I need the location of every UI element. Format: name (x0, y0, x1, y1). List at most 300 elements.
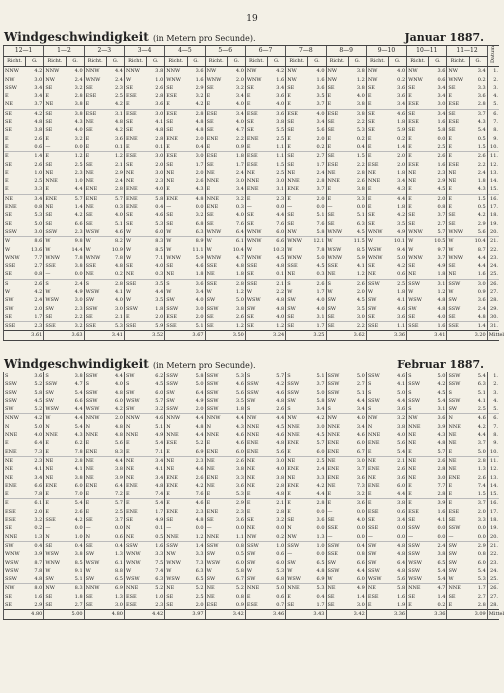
table-row (4, 254, 500, 262)
wind-speed: 0.2 (477, 76, 486, 83)
direction-header: Richt. (165, 56, 187, 67)
wind-speed: 4.4 (477, 254, 486, 261)
wind-direction: NE (44, 474, 66, 482)
table-row (4, 92, 500, 100)
wind-speed: 4.2 (477, 423, 486, 430)
wind-speed: 4.0 (235, 212, 244, 219)
wind-speed: 4.8 (155, 482, 164, 489)
wind-direction: SW (407, 305, 429, 313)
wind-direction: NE (286, 169, 308, 177)
wind-direction: SW (447, 550, 469, 558)
wind-speed: 5.7 (106, 194, 124, 203)
wind-direction: SE (245, 270, 267, 279)
wind-speed: 3.0 (469, 279, 487, 288)
wind-speed: 3.4 (34, 84, 43, 91)
wind-speed: 1.7 (316, 161, 325, 168)
mean-value: 3.67 (187, 331, 205, 340)
wind-speed: 6.3 (155, 576, 164, 583)
wind-speed: 3.3 (348, 194, 366, 203)
wind-direction: NE (245, 169, 267, 177)
wind-speed: 2.6 (308, 279, 326, 288)
wind-speed: 4.8 (195, 119, 204, 126)
wind-direction: NNW (124, 67, 146, 76)
wind-speed: 6.0 (235, 559, 244, 566)
wind-direction: SE (205, 161, 227, 169)
wind-speed: 4.4 (187, 414, 205, 423)
wind-direction: W (245, 246, 267, 254)
hour-group-header: 1—2 (44, 46, 84, 57)
wind-speed: 9.4 (397, 246, 406, 253)
wind-speed: 0.0 (477, 533, 486, 540)
wind-speed: 6.0 (155, 389, 164, 396)
wind-speed: 11.1 (192, 246, 204, 253)
wind-direction: NE (205, 169, 227, 177)
mean-spacer (366, 331, 388, 340)
wind-direction: SW (326, 296, 348, 304)
wind-speed: 3.8 (356, 84, 365, 91)
wind-speed: 2.4 (235, 169, 244, 176)
wind-direction: SE (407, 593, 429, 601)
wind-speed: 3.4 (437, 93, 446, 100)
wind-speed: 4.1 (114, 288, 123, 295)
wind-direction: NNE (245, 177, 267, 185)
wind-speed: 2.0 (195, 135, 204, 142)
wind-speed: 4.6 (389, 109, 407, 118)
wind-speed: 5.6 (276, 448, 285, 455)
wind-speed: 1.2 (356, 271, 365, 278)
wind-direction: SW (366, 559, 388, 567)
wind-direction: E (44, 439, 66, 447)
wind-speed: 3.6 (477, 93, 486, 100)
wind-speed: 2.8 (74, 93, 83, 100)
wind-speed: 2.3 (437, 169, 446, 176)
wind-speed: 2.2 (276, 288, 285, 295)
wind-speed: 5.6 (316, 127, 325, 134)
wind-direction: NE (165, 584, 187, 593)
wind-direction: SW (84, 296, 106, 304)
wind-speed: 3.4 (316, 406, 325, 413)
wind-speed: 3.0 (34, 76, 43, 83)
wind-direction: NE (205, 593, 227, 601)
wind-direction: SE (205, 220, 227, 228)
wind-direction: — (44, 143, 66, 152)
wind-speed: 2.7 (356, 381, 365, 388)
wind-speed: 10.4 (469, 237, 487, 246)
wind-direction: — (326, 533, 348, 542)
wind-direction: E (447, 601, 469, 610)
wind-direction: E (84, 508, 106, 516)
direction-header: Richt. (205, 56, 227, 67)
wind-direction: W (124, 237, 146, 246)
wind-speed: 0.8 (227, 541, 245, 550)
wind-direction: ESE (447, 508, 469, 516)
wind-speed: 3.2 (276, 517, 285, 524)
table-row (4, 169, 500, 177)
wind-speed: 7.1 (155, 448, 164, 455)
wind-speed: 5.8 (316, 228, 325, 235)
wind-direction: ESE (205, 109, 227, 118)
wind-speed: 3.9 (437, 423, 446, 430)
day-number: 27. (487, 593, 499, 601)
wind-speed: 3.2 (356, 491, 365, 498)
wind-direction: SW (4, 541, 26, 550)
wind-direction: S (326, 405, 348, 414)
day-number: 1. (487, 372, 499, 380)
wind-direction: WNW (165, 254, 187, 262)
wind-speed: 0.2 (276, 533, 285, 540)
wind-direction: NE (165, 456, 187, 465)
wind-speed: 2.6 (429, 456, 447, 465)
january-subtitle: (in Metern pro Secunde). (152, 34, 256, 43)
wind-speed: 3.8 (74, 474, 83, 481)
day-number: 25. (487, 575, 499, 584)
table-row (4, 313, 500, 322)
wind-speed: 8.9 (187, 237, 205, 246)
wind-speed: 6.4 (34, 440, 43, 447)
wind-speed: 2.5 (276, 169, 285, 176)
wind-speed: 1.2 (106, 152, 124, 161)
table-row (4, 211, 500, 219)
wind-direction: E (44, 92, 66, 100)
wind-direction: WSW (407, 296, 429, 304)
wind-speed: 5.8 (389, 584, 407, 593)
direction-header: Richt. (326, 56, 348, 67)
wind-direction: E (407, 448, 429, 457)
wind-direction: NE (84, 465, 106, 473)
wind-speed: 5.3 (155, 220, 164, 227)
hour-group-header: 12—1 (4, 46, 44, 57)
mean-spacer (205, 610, 227, 619)
mean-row (4, 331, 500, 340)
wind-direction: SW (205, 296, 227, 304)
wind-speed: 12.1 (308, 237, 326, 246)
wind-speed: 1.6 (477, 271, 486, 278)
wind-speed: 1.0 (155, 76, 164, 83)
wind-direction: SSW (366, 567, 388, 575)
wind-direction: SE (366, 313, 388, 322)
january-title (4, 30, 256, 44)
wind-speed: 5.2 (34, 381, 43, 388)
wind-speed: 1.5 (469, 194, 487, 203)
wind-direction: SE (326, 601, 348, 610)
wind-speed: 4.1 (477, 397, 486, 404)
wind-direction: ENE (205, 135, 227, 143)
wind-speed: 0.8 (477, 551, 486, 558)
wind-direction: SE (44, 220, 66, 228)
day-number: 9. (487, 135, 499, 143)
wind-direction: ESE (407, 118, 429, 126)
table-row (4, 305, 500, 313)
wind-direction: SSE (326, 262, 348, 270)
wind-direction: SE (205, 516, 227, 524)
wind-direction: SE (124, 220, 146, 228)
wind-direction: NW (326, 414, 348, 423)
wind-direction: SW (4, 296, 26, 304)
wind-speed: 3.8 (356, 101, 365, 108)
wind-direction: SE (205, 126, 227, 134)
wind-direction: SE (165, 84, 187, 92)
wind-direction: NE (245, 474, 267, 482)
wind-speed: 1.0 (74, 533, 83, 540)
wind-direction: W (124, 228, 146, 237)
wind-direction: WNW (366, 254, 388, 262)
wind-direction: W (4, 288, 26, 296)
day-number: 3. (487, 84, 499, 92)
wind-speed: 2.4 (74, 76, 83, 83)
wind-speed: 1.5 (348, 152, 366, 161)
wind-speed: 2.1 (268, 279, 286, 288)
january-table (3, 45, 504, 341)
wind-direction: NE (4, 100, 26, 109)
hour-group-header: 8—9 (326, 46, 366, 57)
table-row (4, 372, 500, 380)
wind-speed: 4.9 (155, 432, 164, 439)
wind-speed: 7.7 (437, 482, 446, 489)
wind-direction: WNW (4, 254, 26, 262)
wind-speed: 4.0 (114, 212, 123, 219)
mean-spacer (447, 610, 469, 619)
wind-speed: 3.3 (316, 474, 325, 481)
wind-speed: 6.6 (356, 559, 365, 566)
wind-direction: NE (44, 465, 66, 473)
wind-direction: NE (366, 584, 388, 593)
wind-speed: 1.7 (308, 322, 326, 331)
wind-direction: N (447, 414, 469, 423)
day-number: 26. (487, 279, 499, 288)
wind-direction: NE (447, 169, 469, 177)
wind-direction: ENE (165, 474, 187, 482)
wind-direction: SE (286, 118, 308, 126)
wind-direction: SSW (366, 279, 388, 288)
wind-direction: SSW (407, 541, 429, 550)
wind-speed: 3.3 (235, 474, 244, 481)
wind-direction: W (124, 296, 146, 304)
wind-speed: 5.1 (155, 423, 164, 430)
wind-direction: NNW (205, 414, 227, 423)
table-row (4, 482, 500, 490)
wind-direction: ENE (165, 194, 187, 203)
wind-direction: NE (124, 270, 146, 279)
day-number: 4. (487, 92, 499, 100)
wind-speed: 2.6 (195, 474, 204, 481)
sub-header-row (4, 56, 500, 67)
wind-speed: 7.6 (235, 220, 244, 227)
wind-direction: WNW (447, 76, 469, 84)
day-number: 4. (487, 397, 499, 405)
table-row (4, 541, 500, 550)
wind-direction: SW (326, 559, 348, 567)
wind-speed: 4.3 (397, 186, 406, 193)
wind-direction: W (245, 567, 267, 575)
wind-speed: 3.8 (397, 423, 406, 430)
wind-speed: 3.8 (74, 263, 83, 270)
table-row (4, 533, 500, 542)
wind-speed: 5.8 (235, 567, 244, 574)
wind-speed: 3.0 (34, 228, 43, 235)
wind-direction: ENE (4, 482, 26, 490)
wind-direction: ESE (4, 508, 26, 516)
wind-direction: W (124, 288, 146, 296)
wind-speed: 3.4 (437, 84, 446, 91)
wind-speed: 2.6 (227, 456, 245, 465)
wind-direction: — (44, 270, 66, 279)
wind-direction: SE (286, 220, 308, 228)
wind-direction: NNW (124, 414, 146, 423)
wind-speed: 1.0 (308, 541, 326, 550)
table-row (4, 414, 500, 423)
wind-speed: 4.8 (389, 541, 407, 550)
wind-speed: 8.7 (477, 246, 486, 253)
table-row (4, 203, 500, 211)
wind-direction: WNW (245, 76, 267, 84)
wind-speed: 4.4 (356, 397, 365, 404)
day-number: 21. (487, 541, 499, 550)
wind-direction: SSW (205, 372, 227, 380)
wind-direction: E (84, 499, 106, 508)
wind-direction: E (407, 601, 429, 610)
wind-direction: NE (407, 465, 429, 473)
wind-speed: 2.6 (74, 508, 83, 515)
direction-header: Richt. (245, 56, 267, 67)
speed-header: G. (227, 56, 245, 67)
wind-speed: 0.4 (26, 541, 44, 550)
wind-direction: W (447, 237, 469, 246)
day-number: 14. (487, 482, 499, 490)
wind-direction: E (286, 593, 308, 601)
wind-speed: 6.3 (356, 220, 365, 227)
wind-direction: NW (245, 414, 267, 423)
wind-speed: 3.7 (114, 517, 123, 524)
wind-speed: 3.4 (356, 406, 365, 413)
wind-speed: 2.6 (155, 84, 164, 91)
table-row (4, 380, 500, 388)
wind-speed: 4.8 (276, 397, 285, 404)
wind-direction: — (447, 533, 469, 542)
table-row (4, 431, 500, 439)
wind-direction: WNW (165, 76, 187, 84)
wind-direction: NW (366, 76, 388, 84)
wind-speed: 3.2 (389, 414, 407, 423)
wind-direction: SE (245, 220, 267, 228)
day-number: 2. (487, 76, 499, 84)
wind-direction: SE (407, 313, 429, 322)
wind-speed: 3.6 (356, 474, 365, 481)
wind-speed: 0.9 (235, 602, 244, 609)
wind-direction: E (407, 152, 429, 161)
wind-speed: 2.4 (34, 297, 43, 304)
wind-direction: NNE (326, 177, 348, 185)
wind-direction: W (407, 288, 429, 296)
wind-speed: 4.8 (114, 119, 123, 126)
day-number: 14. (487, 177, 499, 185)
wind-direction: SE (124, 118, 146, 126)
wind-speed: 3.7 (356, 466, 365, 473)
speed-header: G. (308, 56, 326, 67)
wind-direction: W (286, 567, 308, 575)
wind-speed: 3.0 (316, 423, 325, 430)
wind-direction: ESE (124, 601, 146, 610)
wind-speed: 5.6 (397, 576, 406, 583)
wind-direction: SSW (205, 541, 227, 550)
wind-speed: 0.2 (437, 602, 446, 609)
wind-speed: 4.2 (276, 68, 285, 75)
wind-speed: 3.9 (34, 551, 43, 558)
wind-speed: 0.4 (66, 541, 84, 550)
wind-speed: 1.6 (429, 322, 447, 331)
wind-direction: NW (286, 533, 308, 542)
wind-direction: — (84, 524, 106, 532)
wind-direction: ENE (366, 439, 388, 447)
wind-direction: NE (326, 584, 348, 593)
wind-direction: N (4, 423, 26, 431)
mean-spacer (407, 610, 429, 619)
wind-speed: 5.5 (276, 127, 285, 134)
wind-direction: SE (44, 161, 66, 169)
wind-speed: 3.6 (397, 93, 406, 100)
wind-direction: NW (286, 76, 308, 84)
wind-direction: SW (447, 567, 469, 575)
wind-speed: 0.0 (316, 204, 325, 211)
wind-direction: E (245, 490, 267, 499)
wind-speed: 5.7 (155, 397, 164, 404)
wind-direction: WNW (286, 254, 308, 262)
wind-direction: NNW (84, 414, 106, 423)
wind-speed: 2.9 (34, 602, 43, 609)
wind-speed: 8.8 (114, 567, 123, 574)
wind-direction: NE (286, 456, 308, 465)
wind-direction: NE (407, 270, 429, 279)
wind-speed: 6.1 (227, 237, 245, 246)
wind-speed: 2.8 (66, 456, 84, 465)
wind-direction: SW (447, 559, 469, 567)
wind-speed: 4.0 (316, 297, 325, 304)
wind-speed: 4.3 (477, 186, 486, 193)
wind-direction: SW (245, 559, 267, 567)
mean-spacer (84, 610, 106, 619)
wind-speed: 5.1 (187, 322, 205, 331)
wind-direction: NW (44, 584, 66, 593)
wind-direction: E (407, 92, 429, 100)
wind-speed: 4.0 (356, 517, 365, 524)
wind-direction: ESE (205, 601, 227, 610)
wind-speed: 4.4 (477, 263, 486, 270)
wind-speed: 6.5 (316, 559, 325, 566)
mean-spacer (44, 610, 66, 619)
mean-value: 4.80 (106, 610, 124, 619)
wind-speed: 4.4 (268, 414, 286, 423)
wind-speed: 4.0 (74, 127, 83, 134)
wind-direction: SSW (447, 380, 469, 388)
wind-direction: SW (165, 389, 187, 397)
wind-speed: 5.6 (235, 389, 244, 396)
day-number: 7. (487, 423, 499, 431)
wind-direction: NE (165, 270, 187, 279)
wind-speed: 1.9 (397, 602, 406, 609)
wind-speed: 1.3 (114, 551, 123, 558)
wind-speed: 2.4 (114, 76, 123, 83)
wind-direction: NNW (44, 67, 66, 76)
wind-direction: E (366, 100, 388, 109)
speed-header: G. (147, 56, 165, 67)
wind-direction: SE (84, 220, 106, 228)
wind-direction: E (4, 152, 26, 161)
wind-speed: 2.9 (227, 499, 245, 508)
wind-speed: 4.9 (155, 517, 164, 524)
wind-speed: 3.2 (195, 93, 204, 100)
wind-speed: 5.2 (147, 584, 165, 593)
wind-speed: 2.6 (477, 474, 486, 481)
day-number: 1. (487, 67, 499, 76)
